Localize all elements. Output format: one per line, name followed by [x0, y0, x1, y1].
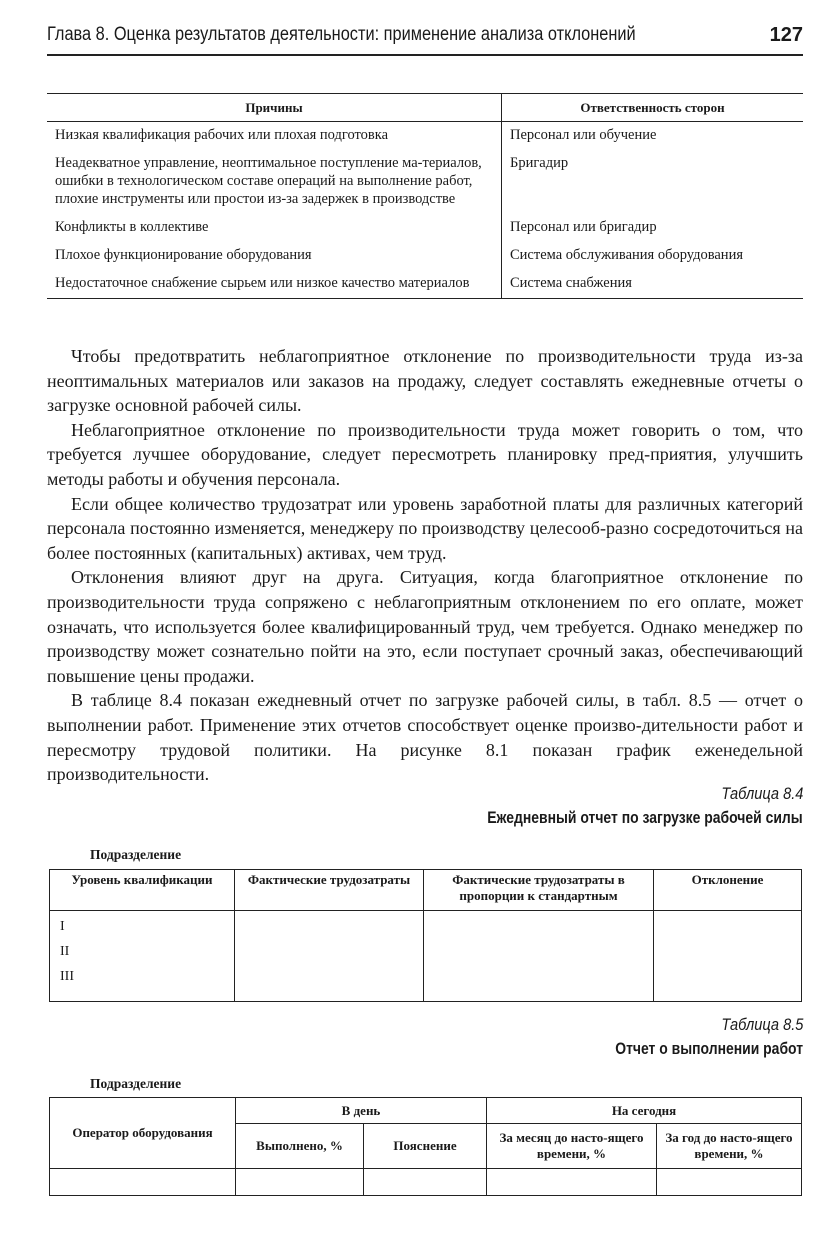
header-to-date: На сегодня — [487, 1098, 802, 1124]
header-year-to-date: За год до насто-ящего времени, % — [657, 1124, 802, 1169]
table-8-5-number: Таблица 8.5 — [720, 1015, 803, 1034]
empty-cell — [654, 911, 802, 1002]
paragraph: Неблагоприятное отклонение по производительности труда может говорить о том, что требуется лучшее оборудование, следует пересмотреть планировку пред-приятия, улучшить методы работы и обучения персонала. — [47, 419, 803, 489]
header-month-to-date: За месяц до насто-ящего времени, % — [487, 1124, 657, 1169]
header-labor-ratio: Фактические трудозатраты в пропорции к стандартным — [424, 870, 654, 911]
skill-level-cell — [50, 911, 235, 1002]
empty-cell — [50, 1169, 236, 1196]
running-head — [47, 24, 803, 56]
table-8-5-body-row — [50, 1169, 802, 1196]
table-row — [47, 214, 803, 242]
table-8-4-subdivision: Подразделение — [90, 847, 182, 862]
header-causes: Причины — [47, 94, 502, 122]
table-row — [47, 242, 803, 270]
table-row — [47, 270, 803, 299]
table-8-4-header-row — [50, 870, 802, 911]
causes-table-header — [47, 94, 803, 122]
paragraph: Чтобы предотвратить неблагоприятное отклонение по производительности труда из-за неоптимальных материалов или заказов на продажу, следует составлять ежедневные отчеты о загрузке основной рабочей силы. — [47, 346, 803, 416]
empty-cell — [235, 911, 424, 1002]
empty-cell — [236, 1169, 364, 1196]
responsibility-cell: Система снабжения — [502, 270, 804, 299]
table-8-4-body-row — [50, 911, 802, 1002]
responsibility-cell: Персонал или обучение — [510, 127, 657, 143]
table-8-5 — [49, 1097, 802, 1196]
table-row — [47, 150, 803, 214]
skill-level-item: II — [60, 944, 70, 959]
header-skill-level: Уровень квалификации — [50, 870, 235, 911]
header-actual-labor: Фактические трудозатраты — [235, 870, 424, 911]
responsibility-cell: Персонал или бригадир — [510, 219, 657, 235]
table-row — [47, 122, 803, 151]
paragraph: Если общее количество трудозатрат или уровень заработной платы для различных категорий персонала постоянно изменяется, менеджеру по производству целесооб-разно сосредоточиться на более постоянных (капитальных) активах, чем труд. — [47, 493, 803, 563]
empty-cell — [487, 1169, 657, 1196]
page-number: 127 — [769, 24, 803, 46]
header-variance: Отклонение — [654, 870, 802, 911]
empty-cell — [657, 1169, 802, 1196]
header-completed: Выполнено, % — [236, 1124, 364, 1169]
cause-cell: Недостаточное снабжение сырьем или низкое качество материалов — [47, 270, 502, 299]
header-per-day: В день — [236, 1098, 487, 1124]
skill-level-item: III — [60, 969, 74, 984]
paragraph: В таблице 8.4 показан ежедневный отчет по загрузке рабочей силы, в табл. 8.5 — отчет о выполнении работ. Применение этих отчетов способствует оценке произво-дительности работ и пересмотру трудовой политики. На рисунке 8.1 показан график еженедельной производительности. — [47, 690, 803, 785]
chapter-title: Глава 8. Оценка результатов деятельности: применение анализа отклонений — [47, 24, 636, 45]
header-explanation: Пояснение — [364, 1124, 487, 1169]
table-8-4-title: Ежедневный отчет по загрузке рабочей силы — [487, 808, 803, 827]
header-responsibility: Ответственность сторон — [502, 94, 804, 122]
paragraph: Отклонения влияют друг на друга. Ситуация, когда благоприятное отклонение по производительности труда сопряжено с неблагоприятным отклонением по его оплате, может означать, что используется более квалифицированный труд, чем требуется. Однако менеджер по производству может сознательно пойти на это, если поступает срочный заказ, обеспечивающий повышение цены продажи. — [47, 567, 803, 686]
cause-cell: Конфликты в коллективе — [47, 214, 502, 242]
cause-cell: Низкая квалификация рабочих или плохая подготовка — [47, 122, 502, 151]
skill-level-item: I — [60, 919, 65, 934]
table-8-5-title: Отчет о выполнении работ — [615, 1039, 803, 1058]
responsibility-cell: Система обслуживания оборудования — [510, 247, 743, 263]
causes-table — [47, 93, 803, 299]
table-8-4-number: Таблица 8.4 — [720, 784, 803, 803]
empty-cell — [424, 911, 654, 1002]
empty-cell — [364, 1169, 487, 1196]
table-8-5-group-row — [50, 1098, 802, 1124]
table-8-5-subdivision: Подразделение — [90, 1076, 182, 1091]
table-8-4 — [49, 869, 802, 1002]
responsibility-cell: Бригадир — [510, 155, 569, 171]
body-text — [47, 344, 803, 787]
cause-cell: Неадекватное управление, неоптимальное поступление ма-териалов, ошибки в технологическом составе операций на выполнение работ, плохие инструменты или простои из-за задержек в производстве — [47, 150, 502, 214]
header-operator: Оператор оборудования — [50, 1098, 236, 1169]
cause-cell: Плохое функционирование оборудования — [47, 242, 502, 270]
